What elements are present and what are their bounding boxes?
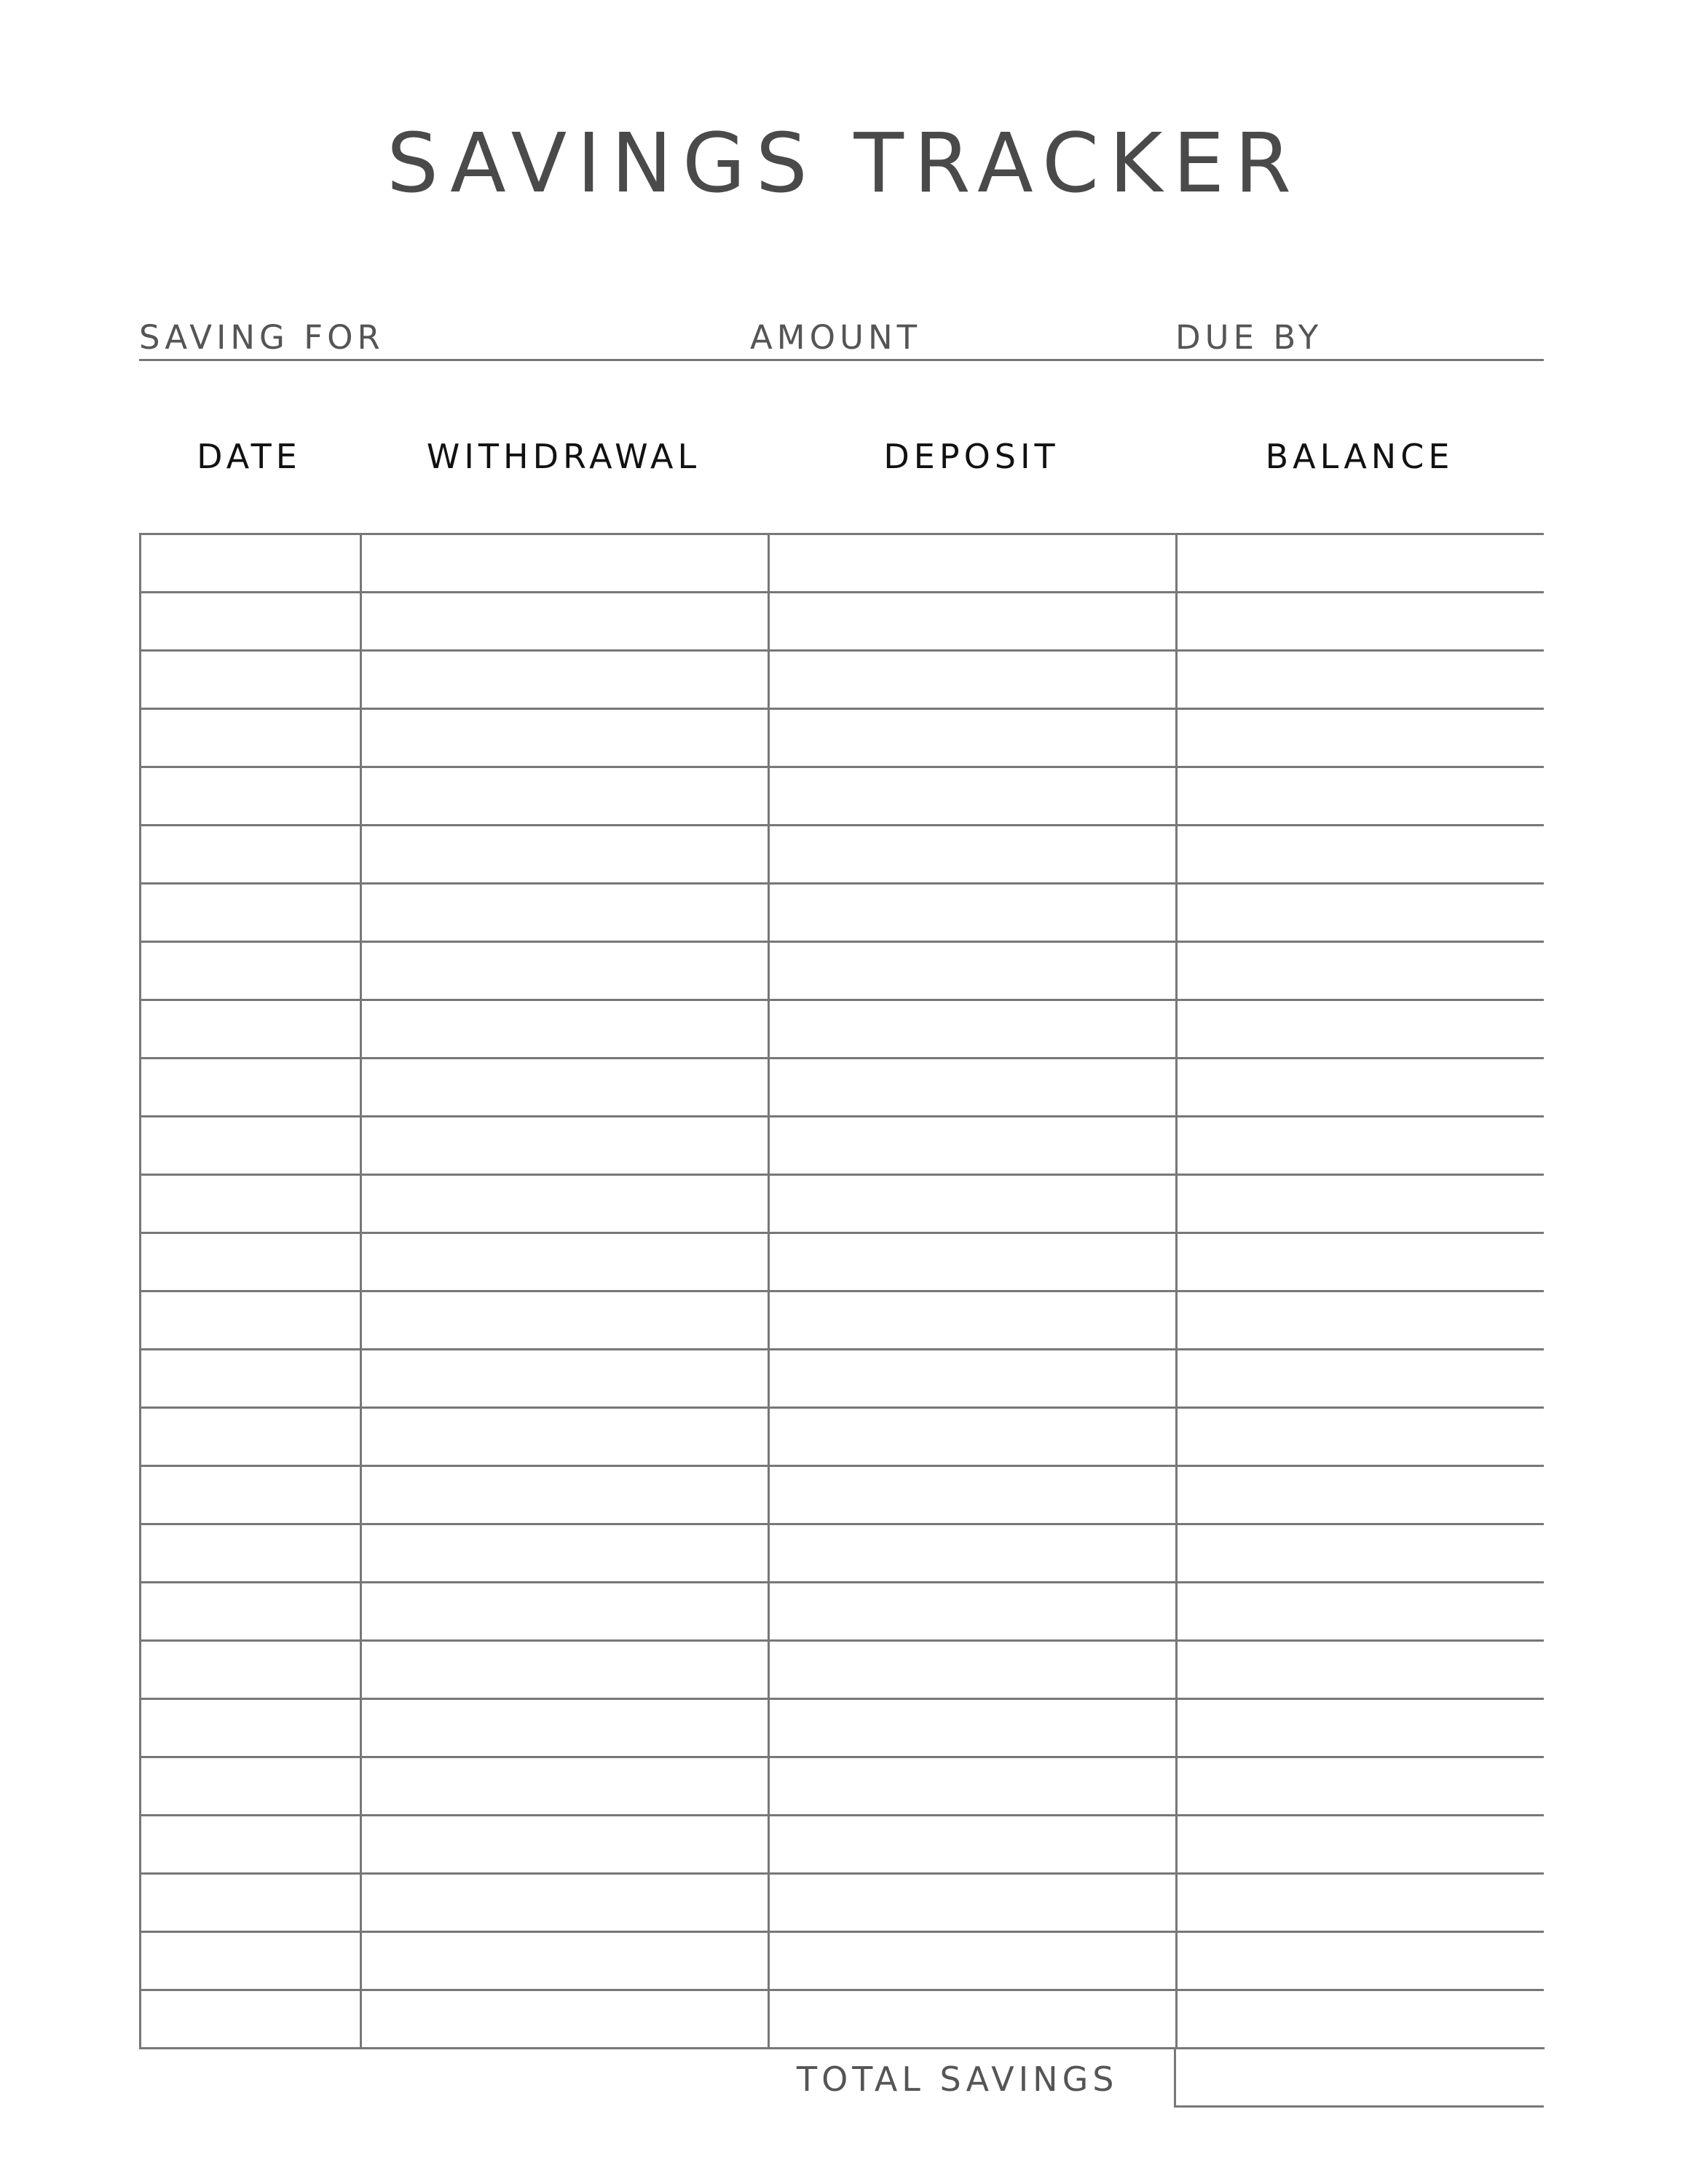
cell-date[interactable] [139, 1583, 360, 1642]
cell-deposit[interactable] [768, 826, 1175, 885]
cell-withdrawal[interactable] [360, 1292, 768, 1350]
cell-withdrawal[interactable] [360, 652, 768, 710]
cell-date[interactable] [139, 1350, 360, 1409]
cell-deposit[interactable] [768, 1117, 1175, 1176]
cell-date[interactable] [139, 1642, 360, 1700]
cell-withdrawal[interactable] [360, 1117, 768, 1176]
amount-label: AMOUNT [750, 318, 922, 357]
cell-date[interactable] [139, 768, 360, 826]
cell-date[interactable] [139, 885, 360, 943]
table-row [139, 1465, 1544, 1523]
fields-underline[interactable] [139, 359, 1544, 361]
cell-withdrawal[interactable] [360, 710, 768, 768]
cell-deposit[interactable] [768, 1292, 1175, 1350]
cell-balance[interactable] [1175, 1001, 1544, 1059]
cell-date[interactable] [139, 943, 360, 1001]
cell-date[interactable] [139, 826, 360, 885]
cell-balance[interactable] [1175, 1525, 1544, 1583]
cell-withdrawal[interactable] [360, 885, 768, 943]
cell-date[interactable] [139, 1117, 360, 1176]
cell-date[interactable] [139, 1875, 360, 1933]
cell-withdrawal[interactable] [360, 826, 768, 885]
cell-withdrawal[interactable] [360, 1059, 768, 1117]
cell-date[interactable] [139, 1991, 360, 2049]
cell-withdrawal[interactable] [360, 1875, 768, 1933]
cell-deposit[interactable] [768, 652, 1175, 710]
cell-balance[interactable] [1175, 710, 1544, 768]
cell-deposit[interactable] [768, 1816, 1175, 1875]
column-divider [360, 533, 362, 2049]
cell-deposit[interactable] [768, 768, 1175, 826]
table-row [139, 999, 1544, 1057]
cell-balance[interactable] [1175, 1350, 1544, 1409]
cell-balance[interactable] [1175, 1234, 1544, 1292]
table-row [139, 533, 1544, 591]
cell-balance[interactable] [1175, 1642, 1544, 1700]
table-row [139, 1232, 1544, 1290]
cell-date[interactable] [139, 1933, 360, 1991]
cell-date[interactable] [139, 1467, 360, 1525]
cell-balance[interactable] [1175, 1758, 1544, 1816]
table-row [139, 1290, 1544, 1348]
cell-balance[interactable] [1175, 1176, 1544, 1234]
cell-deposit[interactable] [768, 1234, 1175, 1292]
column-divider [768, 533, 770, 2049]
cell-withdrawal[interactable] [360, 1176, 768, 1234]
table-row [139, 1174, 1544, 1232]
table-row [139, 824, 1544, 882]
cell-date[interactable] [139, 1001, 360, 1059]
cell-deposit[interactable] [768, 710, 1175, 768]
cell-deposit[interactable] [768, 1991, 1175, 2049]
cell-balance[interactable] [1175, 1933, 1544, 1991]
table-row [139, 649, 1544, 708]
cell-date[interactable] [139, 535, 360, 593]
cell-deposit[interactable] [768, 943, 1175, 1001]
cell-withdrawal[interactable] [360, 1409, 768, 1467]
cell-balance[interactable] [1175, 1700, 1544, 1758]
saving-for-label: SAVING FOR [139, 318, 384, 357]
cell-deposit[interactable] [768, 1350, 1175, 1409]
due-by-label: DUE BY [1175, 318, 1323, 357]
cell-balance[interactable] [1175, 768, 1544, 826]
cell-deposit[interactable] [768, 1642, 1175, 1700]
cell-date[interactable] [139, 1700, 360, 1758]
total-savings-label: TOTAL SAVINGS [797, 2060, 1119, 2099]
cell-withdrawal[interactable] [360, 1350, 768, 1409]
table-row [139, 1872, 1544, 1931]
cell-withdrawal[interactable] [360, 768, 768, 826]
cell-balance[interactable] [1175, 535, 1544, 593]
cell-withdrawal[interactable] [360, 1933, 768, 1991]
table-row [139, 1581, 1544, 1639]
cell-date[interactable] [139, 1816, 360, 1875]
cell-date[interactable] [139, 1758, 360, 1816]
column-header-withdrawal: WITHDRAWAL [426, 437, 701, 476]
cell-balance[interactable] [1175, 1292, 1544, 1350]
cell-balance[interactable] [1175, 1583, 1544, 1642]
cell-balance[interactable] [1175, 943, 1544, 1001]
table-row [139, 941, 1544, 999]
cell-balance[interactable] [1175, 826, 1544, 885]
table-row [139, 1348, 1544, 1406]
table-row [139, 1057, 1544, 1115]
cell-withdrawal[interactable] [360, 593, 768, 652]
cell-balance[interactable] [1175, 1409, 1544, 1467]
table-row [139, 1814, 1544, 1872]
cell-withdrawal[interactable] [360, 1234, 768, 1292]
cell-balance[interactable] [1175, 652, 1544, 710]
cell-withdrawal[interactable] [360, 1583, 768, 1642]
cell-date[interactable] [139, 1292, 360, 1350]
table-row [139, 1698, 1544, 1756]
cell-deposit[interactable] [768, 1583, 1175, 1642]
cell-deposit[interactable] [768, 885, 1175, 943]
cell-deposit[interactable] [768, 1176, 1175, 1234]
cell-withdrawal[interactable] [360, 1816, 768, 1875]
ledger-table [139, 533, 1544, 2051]
cell-deposit[interactable] [768, 593, 1175, 652]
cell-balance[interactable] [1175, 1059, 1544, 1117]
cell-date[interactable] [139, 1409, 360, 1467]
cell-deposit[interactable] [768, 1700, 1175, 1758]
cell-deposit[interactable] [768, 1933, 1175, 1991]
table-row [139, 1639, 1544, 1698]
table-row [139, 766, 1544, 824]
table-row [139, 882, 1544, 941]
table-row [139, 1756, 1544, 1814]
page-title: SAVINGS TRACKER [386, 116, 1302, 211]
cell-deposit[interactable] [768, 1758, 1175, 1816]
cell-balance[interactable] [1175, 885, 1544, 943]
cell-date[interactable] [139, 652, 360, 710]
cell-date[interactable] [139, 593, 360, 652]
cell-balance[interactable] [1175, 1816, 1544, 1875]
cell-balance[interactable] [1175, 1875, 1544, 1933]
cell-deposit[interactable] [768, 1525, 1175, 1583]
cell-deposit[interactable] [768, 1001, 1175, 1059]
column-header-date: DATE [197, 437, 301, 476]
total-savings-box[interactable] [1174, 2049, 1544, 2108]
cell-balance[interactable] [1175, 593, 1544, 652]
table-row [139, 1989, 1544, 2047]
cell-withdrawal[interactable] [360, 1758, 768, 1816]
cell-withdrawal[interactable] [360, 535, 768, 593]
cell-withdrawal[interactable] [360, 1642, 768, 1700]
cell-balance[interactable] [1175, 1991, 1544, 2049]
cell-date[interactable] [139, 710, 360, 768]
column-header-deposit: DEPOSIT [883, 437, 1060, 476]
cell-withdrawal[interactable] [360, 1525, 768, 1583]
column-divider [139, 533, 141, 2049]
cell-balance[interactable] [1175, 1117, 1544, 1176]
column-divider [1175, 533, 1178, 2049]
cell-deposit[interactable] [768, 1467, 1175, 1525]
cell-deposit[interactable] [768, 1409, 1175, 1467]
cell-deposit[interactable] [768, 1059, 1175, 1117]
cell-deposit[interactable] [768, 535, 1175, 593]
cell-withdrawal[interactable] [360, 1467, 768, 1525]
cell-balance[interactable] [1175, 1467, 1544, 1525]
cell-date[interactable] [139, 1059, 360, 1117]
cell-deposit[interactable] [768, 1875, 1175, 1933]
cell-date[interactable] [139, 1525, 360, 1583]
cell-withdrawal[interactable] [360, 1700, 768, 1758]
cell-date[interactable] [139, 1234, 360, 1292]
cell-withdrawal[interactable] [360, 943, 768, 1001]
cell-date[interactable] [139, 1176, 360, 1234]
column-header-balance: BALANCE [1265, 437, 1454, 476]
table-row [139, 1406, 1544, 1465]
table-row [139, 708, 1544, 766]
table-row [139, 591, 1544, 649]
table-row [139, 1115, 1544, 1174]
table-row [139, 1931, 1544, 1989]
cell-withdrawal[interactable] [360, 1991, 768, 2049]
table-row [139, 1523, 1544, 1581]
cell-withdrawal[interactable] [360, 1001, 768, 1059]
